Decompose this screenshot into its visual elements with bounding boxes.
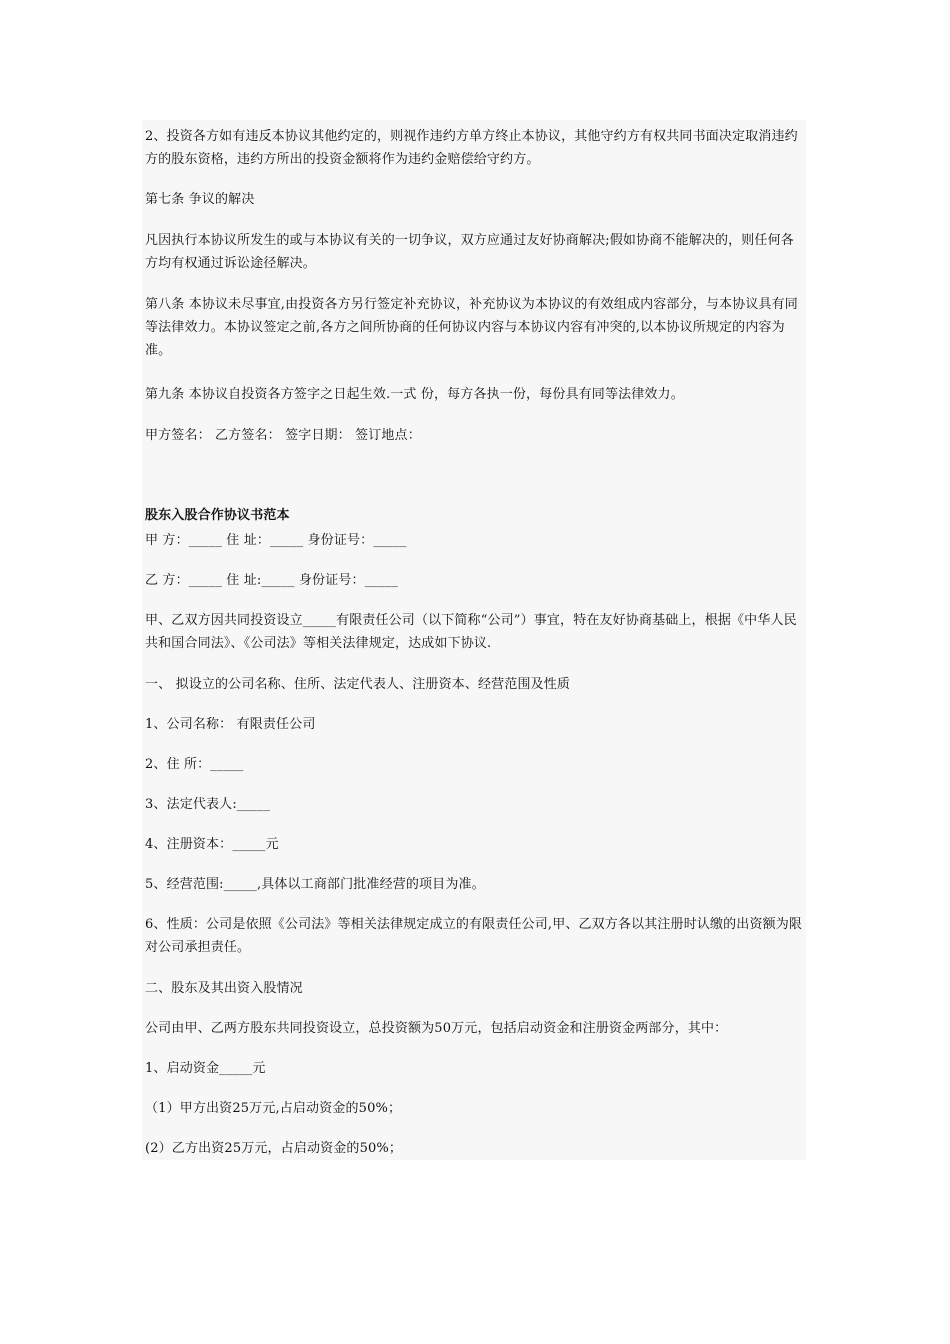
party-a-info: 甲 方：_____ 住 址：_____ 身份证号：_____ xyxy=(145,533,407,548)
company-nature: 6、性质：公司是依照《公司法》等相关法律规定成立的有限责任公司,甲、乙双方各以其注册时认缴的出资额为限对公司承担责任。 xyxy=(145,917,803,955)
company-address: 2、住 所：_____ xyxy=(145,757,244,772)
party-b-info: 乙 方：_____ 住 址:_____ 身份证号：_____ xyxy=(145,573,398,588)
signature-line: 甲方签名： 乙方签名： 签字日期： 签订地点： xyxy=(145,428,421,443)
party-a-contribution: （1）甲方出资25万元,占启动资金的50%； xyxy=(145,1101,402,1116)
business-scope: 5、经营范围:_____,具体以工商部门批准经营的项目为准。 xyxy=(145,877,485,892)
company-name: 1、公司名称： 有限责任公司 xyxy=(145,717,316,732)
preamble: 甲、乙双方因共同投资设立_____有限责任公司（以下简称“公司”）事宜，特在友好协商基础上，根据《中华人民共和国合同法》、《公司法》等相关法律规定，达成如下协议. xyxy=(145,613,797,651)
legal-representative: 3、法定代表人:_____ xyxy=(145,797,271,812)
article-7-heading: 第七条 争议的解决 xyxy=(145,192,255,207)
party-b-contribution: (2）乙方出资25万元，占启动资金的50%； xyxy=(145,1141,403,1156)
clause-6-item-2: 2、投资各方如有违反本协议其他约定的，则视作违约方单方终止本协议，其他守约方有权共同书面决定取消违约方的股东资格，违约方所出的投资金额将作为违约金赔偿给守约方。 xyxy=(145,129,798,167)
registered-capital: 4、注册资本：_____元 xyxy=(145,837,279,852)
article-9: 第九条 本协议自投资各方签字之日起生效.一式 份，每方各执一份，每份具有同等法律效力。 xyxy=(145,387,684,402)
section-1-heading: 一、 拟设立的公司名称、住所、法定代表人、注册资本、经营范围及性质 xyxy=(145,677,571,692)
article-8: 第八条 本协议未尽事宜,由投资各方另行签定补充协议，补充协议为本协议的有效组成内容部分，与本协议具有同等法律效力。本协议签定之前,各方之间所协商的任何协议内容与本协议内容有冲突的,以本协议所规定的内容为准。 xyxy=(145,297,798,358)
section-2-heading: 二、股东及其出资入股情况 xyxy=(145,981,303,996)
startup-capital: 1、启动资金_____元 xyxy=(145,1061,266,1076)
total-investment: 公司由甲、乙两方股东共同投资设立，总投资额为50万元，包括启动资金和注册资金两部分，其中： xyxy=(145,1021,728,1036)
article-7-body: 凡因执行本协议所发生的或与本协议有关的一切争议，双方应通过友好协商解决;假如协商不能解决的，则任何各方均有权通过诉讼途径解决。 xyxy=(145,233,794,271)
document-body xyxy=(142,120,806,1160)
document-title: 股东入股合作协议书范本 xyxy=(145,508,290,523)
